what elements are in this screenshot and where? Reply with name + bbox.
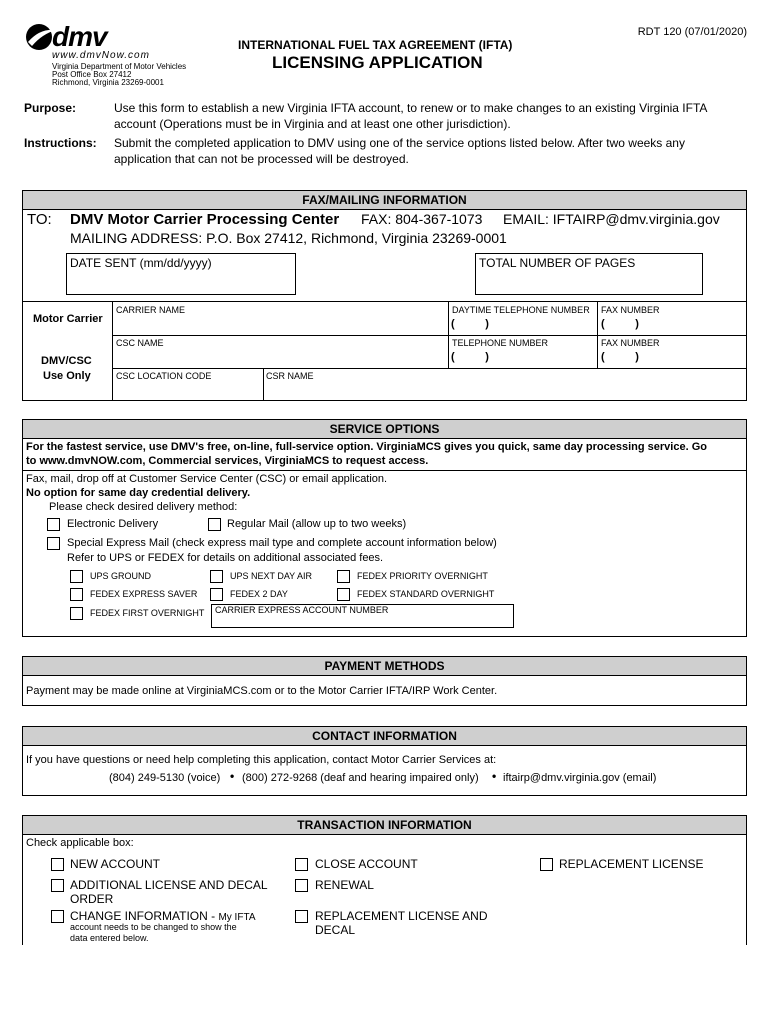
payment-methods-heading: PAYMENT METHODS bbox=[23, 657, 746, 676]
additional-license-checkbox[interactable] bbox=[51, 879, 64, 892]
contact-information-heading: CONTACT INFORMATION bbox=[23, 727, 746, 746]
ups-ground-checkbox[interactable] bbox=[70, 570, 83, 583]
fedex-saver-checkbox[interactable] bbox=[70, 588, 83, 601]
regular-mail-label: Regular Mail (allow up to two weeks) bbox=[227, 518, 407, 530]
refer-line: Refer to UPS or FEDEX for details on additional associated fees. bbox=[67, 552, 384, 564]
fedex-priority-checkbox[interactable] bbox=[337, 570, 350, 583]
use-only-label: Use Only bbox=[43, 370, 91, 382]
bullet-1: • bbox=[230, 769, 235, 783]
contact-voice: (804) 249-5130 (voice) bbox=[109, 772, 221, 784]
fax-paren[interactable]: ( ) bbox=[601, 318, 639, 330]
bullet-2: • bbox=[492, 769, 497, 783]
fax-mailing-heading: FAX/MAILING INFORMATION bbox=[23, 191, 746, 210]
carrier-account-label: CARRIER EXPRESS ACCOUNT NUMBER bbox=[215, 605, 389, 615]
electronic-delivery-checkbox[interactable] bbox=[47, 518, 60, 531]
purpose-label: Purpose: bbox=[24, 101, 77, 115]
csc-location-label: CSC LOCATION CODE bbox=[116, 371, 212, 381]
change-information-label bbox=[70, 909, 255, 923]
fax-paren-2[interactable]: ( ) bbox=[601, 351, 639, 363]
telephone-paren[interactable]: ( ) bbox=[451, 351, 489, 363]
logo-city: Richmond, Virginia 23269-0001 bbox=[52, 78, 164, 87]
carrier-account-field[interactable] bbox=[211, 604, 514, 628]
fax-number-label: FAX NUMBER bbox=[601, 305, 660, 315]
dmv-logo bbox=[22, 22, 202, 88]
daytime-phone-label: DAYTIME TELEPHONE NUMBER bbox=[452, 305, 590, 315]
replacement-license-label: REPLACEMENT LICENSE bbox=[559, 857, 704, 871]
replacement-license-checkbox[interactable] bbox=[540, 858, 553, 871]
renewal-label: RENEWAL bbox=[315, 878, 374, 892]
fastest-line-2: to www.dmvNOW.com, Commercial services, VirginiaMCS to request access. bbox=[26, 455, 429, 467]
to-label: TO: bbox=[27, 211, 52, 228]
form-title: LICENSING APPLICATION bbox=[272, 53, 483, 72]
fax-line: Fax, mail, drop off at Customer Service Center (CSC) or email application. bbox=[26, 473, 388, 485]
purpose-line-2: account (Operations must be in Virginia and at least one other jurisdiction). bbox=[114, 117, 511, 131]
telephone-label: TELEPHONE NUMBER bbox=[452, 338, 549, 348]
date-sent-field[interactable] bbox=[66, 253, 296, 295]
motor-carrier-label: Motor Carrier bbox=[33, 313, 103, 325]
processing-center: DMV Motor Carrier Processing Center bbox=[70, 211, 340, 228]
renewal-checkbox[interactable] bbox=[295, 879, 308, 892]
additional-license-label-1: ADDITIONAL LICENSE AND DECAL bbox=[70, 878, 268, 892]
fedex-2day-label: FEDEX 2 DAY bbox=[230, 589, 288, 599]
special-express-checkbox[interactable] bbox=[47, 537, 60, 550]
contact-deaf: (800) 272-9268 (deaf and hearing impaired only) bbox=[242, 772, 479, 784]
contact-information-section bbox=[22, 726, 747, 796]
fedex-priority-label: FEDEX PRIORITY OVERNIGHT bbox=[357, 571, 488, 581]
no-option: No option for same day credential delivery. bbox=[26, 487, 251, 499]
total-pages-label: TOTAL NUMBER OF PAGES bbox=[479, 256, 636, 270]
dmv-csc-label: DMV/CSC bbox=[41, 355, 92, 367]
daytime-phone-paren[interactable]: ( ) bbox=[451, 318, 489, 330]
transaction-information-section bbox=[22, 815, 747, 945]
fax-mailing-section bbox=[22, 190, 747, 401]
replacement-decal-checkbox[interactable] bbox=[295, 910, 308, 923]
payment-methods-section bbox=[22, 656, 747, 706]
contact-intro: If you have questions or need help completing this application, contact Motor Carrier Services at: bbox=[26, 754, 497, 766]
ups-next-day-checkbox[interactable] bbox=[210, 570, 223, 583]
fedex-first-label: FEDEX FIRST OVERNIGHT bbox=[90, 608, 205, 618]
date-sent-label: DATE SENT (mm/dd/yyyy) bbox=[70, 256, 212, 270]
change-information-checkbox[interactable] bbox=[51, 910, 64, 923]
close-account-label: CLOSE ACCOUNT bbox=[315, 857, 418, 871]
fastest-line-1: For the fastest service, use DMV's free, on-line, full-service option. VirginiaMCS gives you quick, same day processing service. Go bbox=[26, 441, 707, 453]
total-pages-field[interactable] bbox=[475, 253, 703, 295]
new-account-checkbox[interactable] bbox=[51, 858, 64, 871]
replacement-decal-label-1: REPLACEMENT LICENSE AND bbox=[315, 909, 488, 923]
logo-po-box: Post Office Box 27412 bbox=[52, 70, 132, 79]
contact-email[interactable]: iftairp@dmv.virginia.gov (email) bbox=[503, 772, 657, 784]
check-desired: Please check desired delivery method: bbox=[49, 501, 238, 513]
agreement-title: INTERNATIONAL FUEL TAX AGREEMENT (IFTA) bbox=[238, 38, 513, 52]
form-number: RDT 120 (07/01/2020) bbox=[637, 26, 747, 38]
logo-website: www.dmvNow.com bbox=[52, 50, 150, 61]
service-options-heading: SERVICE OPTIONS bbox=[23, 420, 746, 439]
fedex-saver-label: FEDEX EXPRESS SAVER bbox=[90, 589, 198, 599]
check-applicable: Check applicable box: bbox=[26, 837, 134, 849]
mailing-address: MAILING ADDRESS: P.O. Box 27412, Richmond, Virginia 23269-0001 bbox=[70, 230, 507, 246]
ups-ground-label: UPS GROUND bbox=[90, 571, 152, 581]
purpose-line-1: Use this form to establish a new Virginia IFTA account, to renew or to make changes to an existing Virginia IFTA bbox=[114, 101, 708, 115]
fedex-standard-checkbox[interactable] bbox=[337, 588, 350, 601]
change-note-2: data entered below. bbox=[70, 933, 149, 943]
close-account-checkbox[interactable] bbox=[295, 858, 308, 871]
change-information-text: CHANGE INFORMATION - bbox=[70, 909, 219, 923]
fax-number-label-2: FAX NUMBER bbox=[601, 338, 660, 348]
additional-license-label-2: ORDER bbox=[70, 892, 114, 906]
payment-text: Payment may be made online at VirginiaMCS.com or to the Motor Carrier IFTA/IRP Work Center. bbox=[26, 685, 498, 697]
fedex-first-checkbox[interactable] bbox=[70, 607, 83, 620]
instructions-line-1: Submit the completed application to DMV using one of the service options listed below. After two weeks any bbox=[114, 136, 685, 150]
fedex-standard-label: FEDEX STANDARD OVERNIGHT bbox=[357, 589, 495, 599]
logo-dept: Virginia Department of Motor Vehicles bbox=[52, 62, 187, 71]
carrier-name-label: CARRIER NAME bbox=[116, 305, 186, 315]
replacement-decal-label-2: DECAL bbox=[315, 923, 356, 937]
fedex-2day-checkbox[interactable] bbox=[210, 588, 223, 601]
new-account-label: NEW ACCOUNT bbox=[70, 857, 160, 871]
transaction-information-heading: TRANSACTION INFORMATION bbox=[23, 816, 746, 835]
instructions-label: Instructions: bbox=[24, 136, 97, 150]
logo-brand: dmv bbox=[52, 21, 107, 52]
csr-name-label: CSR NAME bbox=[266, 371, 314, 381]
service-options-section bbox=[22, 419, 747, 637]
fax-number-text: FAX: 804-367-1073 bbox=[361, 211, 483, 227]
csc-name-label: CSC NAME bbox=[116, 338, 164, 348]
ups-next-day-label: UPS NEXT DAY AIR bbox=[230, 571, 313, 581]
change-information-tail: My IFTA bbox=[218, 912, 256, 923]
regular-mail-checkbox[interactable] bbox=[208, 518, 221, 531]
change-note-1: account needs to be changed to show the bbox=[70, 922, 237, 932]
email-text: EMAIL: IFTAIRP@dmv.virginia.gov bbox=[503, 211, 720, 227]
special-express-label: Special Express Mail (check express mail type and complete account information below) bbox=[67, 537, 497, 549]
electronic-delivery-label: Electronic Delivery bbox=[67, 518, 159, 530]
instructions-line-2: application that can not be processed will be destroyed. bbox=[114, 152, 409, 166]
